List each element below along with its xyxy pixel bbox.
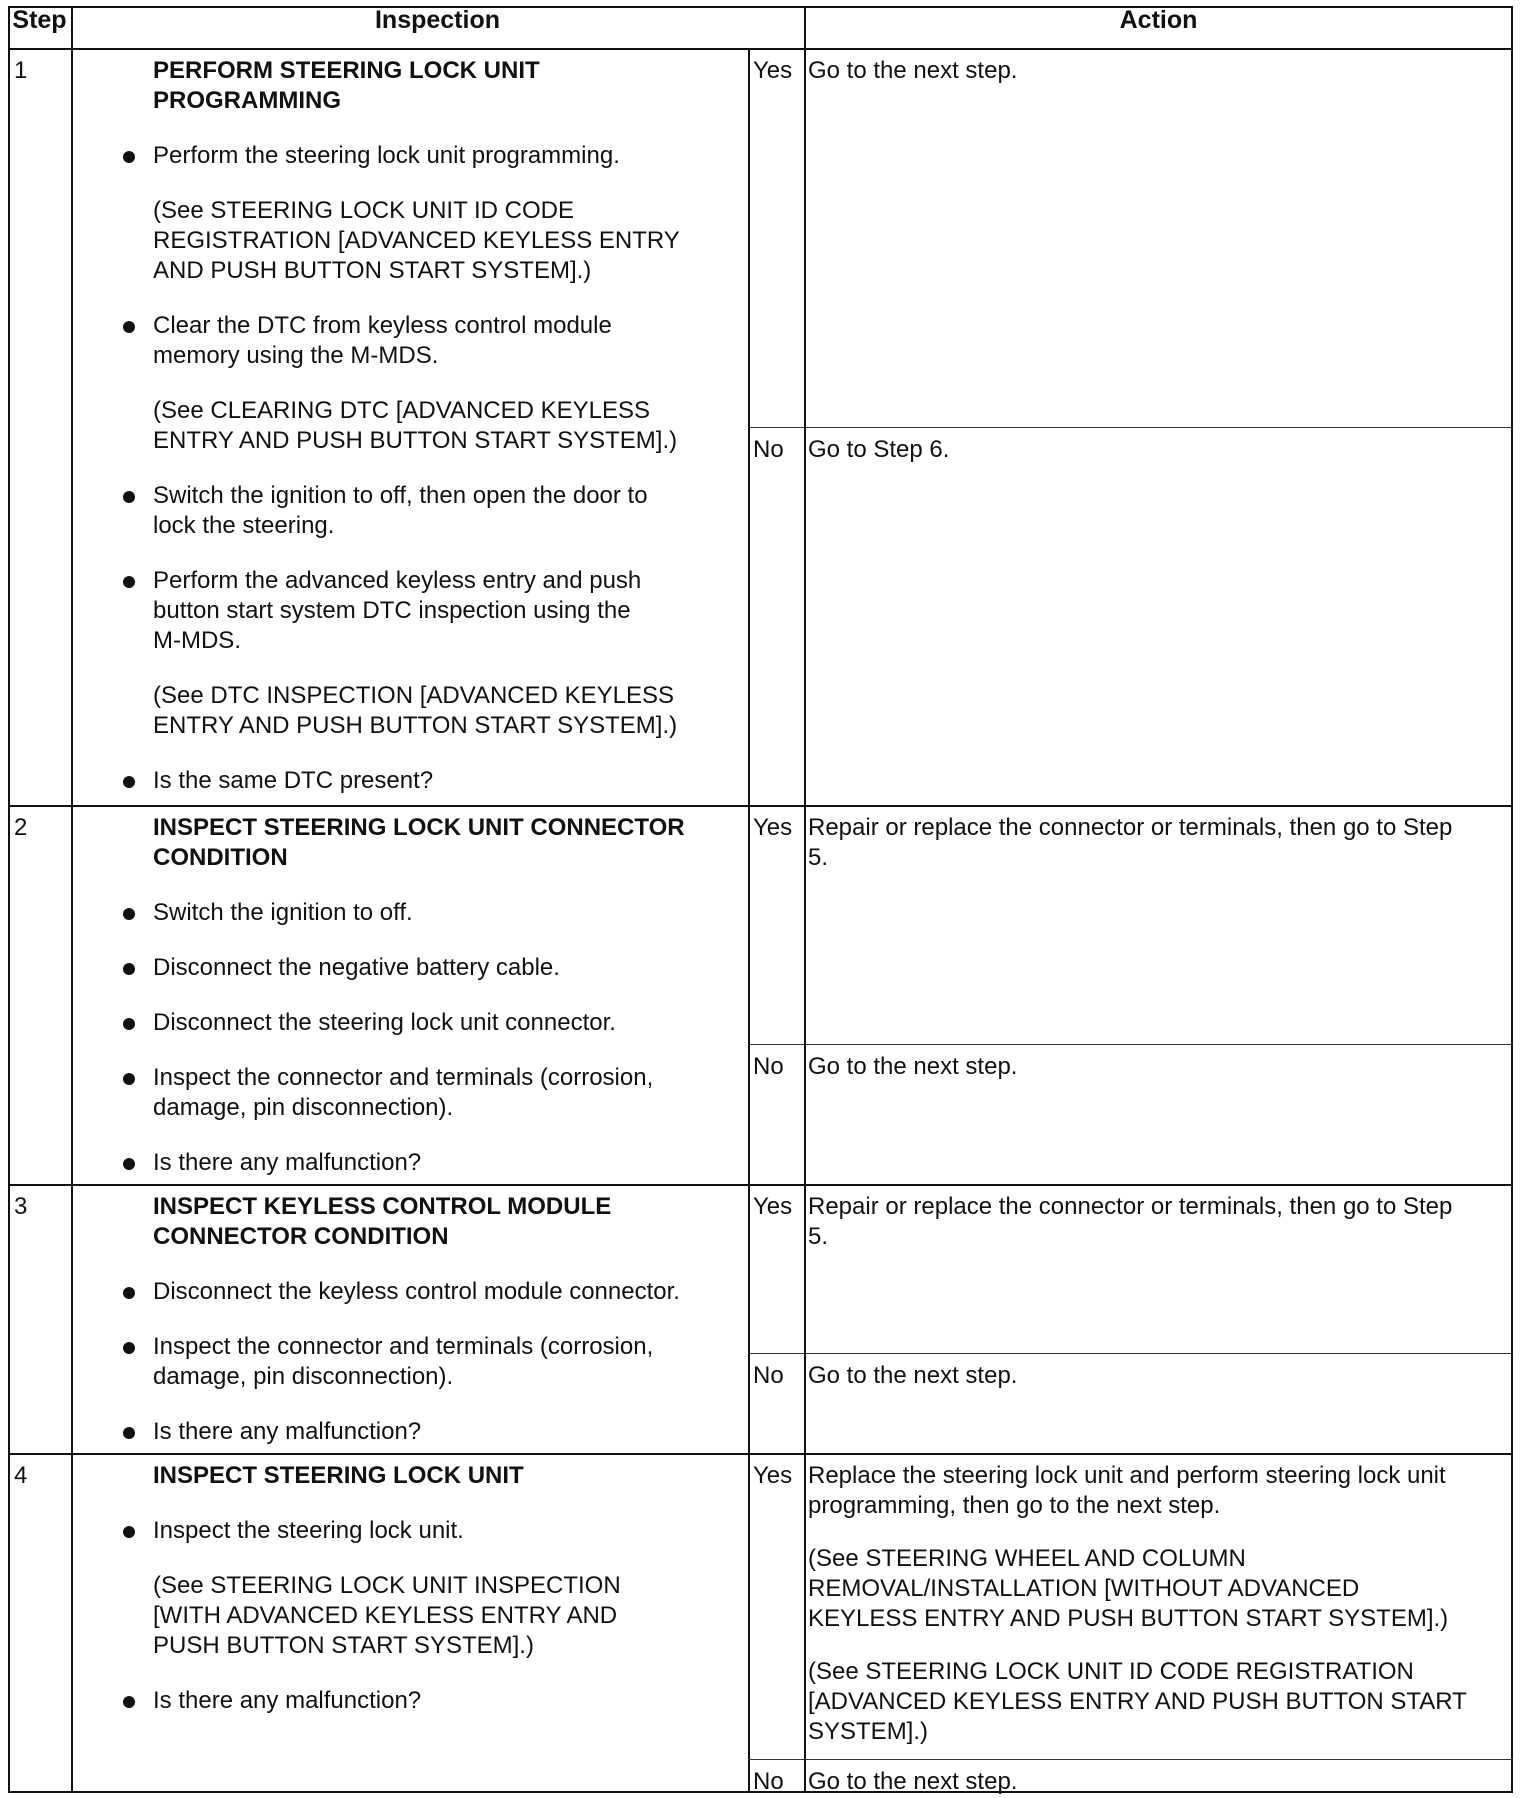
bullet-icon — [123, 1158, 135, 1170]
bullet-text: Is there any malfunction? — [153, 1687, 422, 1714]
bullet-icon — [123, 1287, 135, 1299]
yes-action-text: Repair or replace the connector or terminals, then go to Step — [808, 1193, 1453, 1220]
step-number: 3 — [14, 1193, 28, 1220]
yes-label: Yes — [753, 814, 793, 841]
step-title: INSPECT STEERING LOCK UNIT — [153, 1462, 524, 1489]
bullet-text: Is the same DTC present? — [153, 767, 434, 794]
row-divider — [8, 805, 1513, 807]
header-divider — [8, 48, 1513, 50]
bullet-text: Disconnect the steering lock unit connector. — [153, 1009, 616, 1036]
yes-no-divider — [748, 1759, 1513, 1760]
yes-action-text: programming, then go to the next step. — [808, 1492, 1221, 1519]
bullet-icon — [123, 491, 135, 503]
bullet-text: Disconnect the keyless control module connector. — [153, 1278, 680, 1305]
step-column-divider — [71, 6, 73, 1793]
bullet-text: Perform the advanced keyless entry and push — [153, 567, 642, 594]
yes-action-text: Repair or replace the connector or terminals, then go to Step — [808, 814, 1453, 841]
bullet-text: Inspect the connector and terminals (corrosion, — [153, 1064, 654, 1091]
reference-note: (See STEERING LOCK UNIT ID CODE — [153, 197, 574, 224]
yes-action-text: REMOVAL/INSTALLATION [WITHOUT ADVANCED — [808, 1575, 1360, 1602]
reference-note: (See CLEARING DTC [ADVANCED KEYLESS — [153, 397, 651, 424]
no-label: No — [753, 1053, 784, 1080]
reference-note: AND PUSH BUTTON START SYSTEM].) — [153, 257, 592, 284]
bullet-icon — [123, 1526, 135, 1538]
reference-note: (See DTC INSPECTION [ADVANCED KEYLESS — [153, 682, 675, 709]
bullet-icon — [123, 1342, 135, 1354]
reference-note: [WITH ADVANCED KEYLESS ENTRY AND — [153, 1602, 618, 1629]
yes-action-text: KEYLESS ENTRY AND PUSH BUTTON START SYSTEM].) — [808, 1605, 1449, 1632]
step-title: INSPECT KEYLESS CONTROL MODULE — [153, 1193, 612, 1220]
no-label: No — [753, 436, 784, 463]
bullet-text: Disconnect the negative battery cable. — [153, 954, 560, 981]
yes-label: Yes — [753, 1462, 793, 1489]
bullet-text: Switch the ignition to off, then open the door to — [153, 482, 648, 509]
yes-action-text: Go to the next step. — [808, 57, 1018, 84]
bullet-text: Inspect the connector and terminals (corrosion, — [153, 1333, 654, 1360]
reference-note: REGISTRATION [ADVANCED KEYLESS ENTRY — [153, 227, 680, 254]
no-action-text: Go to the next step. — [808, 1362, 1018, 1389]
bullet-text: damage, pin disconnection). — [153, 1363, 454, 1390]
bullet-text: Switch the ignition to off. — [153, 899, 413, 926]
bullet-icon — [123, 1696, 135, 1708]
row-divider — [8, 1184, 1513, 1186]
bullet-text: Inspect the steering lock unit. — [153, 1517, 464, 1544]
bullet-text: M-MDS. — [153, 627, 241, 654]
step-title: CONDITION — [153, 844, 288, 871]
bullet-text: Clear the DTC from keyless control module — [153, 312, 612, 339]
yes-no-divider — [748, 1044, 1513, 1045]
yes-no-divider — [748, 1353, 1513, 1354]
no-label: No — [753, 1768, 784, 1795]
yes-action-text: 5. — [808, 1223, 829, 1250]
no-action-text: Go to the next step. — [808, 1053, 1018, 1080]
yes-action-text: SYSTEM].) — [808, 1718, 929, 1745]
reference-note: ENTRY AND PUSH BUTTON START SYSTEM].) — [153, 427, 678, 454]
step-title: CONNECTOR CONDITION — [153, 1223, 449, 1250]
row-divider — [8, 1453, 1513, 1455]
step-title: PERFORM STEERING LOCK UNIT — [153, 57, 540, 84]
yes-action-text: [ADVANCED KEYLESS ENTRY AND PUSH BUTTON START — [808, 1688, 1467, 1715]
yes-label: Yes — [753, 1193, 793, 1220]
yes-action-text: Replace the steering lock unit and perform steering lock unit — [808, 1462, 1446, 1489]
bullet-icon — [123, 1073, 135, 1085]
no-action-text: Go to the next step. — [808, 1768, 1018, 1795]
bullet-icon — [123, 151, 135, 163]
bullet-icon — [123, 908, 135, 920]
reference-note: PUSH BUTTON START SYSTEM].) — [153, 1632, 534, 1659]
step-number: 4 — [14, 1462, 28, 1489]
yes-action-text: (See STEERING LOCK UNIT ID CODE REGISTRATION — [808, 1658, 1414, 1685]
step-title: PROGRAMMING — [153, 87, 341, 114]
bullet-text: Is there any malfunction? — [153, 1418, 422, 1445]
action-column-divider — [804, 6, 806, 1793]
bullet-text: Perform the steering lock unit programming. — [153, 142, 620, 169]
header-action: Action — [1119, 6, 1198, 34]
yes-no-divider — [748, 427, 1513, 428]
step-number: 2 — [14, 814, 28, 841]
bullet-text: Is there any malfunction? — [153, 1149, 422, 1176]
bullet-text: damage, pin disconnection). — [153, 1094, 454, 1121]
yes-action-text: 5. — [808, 844, 829, 871]
yes-label: Yes — [753, 57, 793, 84]
step-title: INSPECT STEERING LOCK UNIT CONNECTOR — [153, 814, 685, 841]
bullet-text: lock the steering. — [153, 512, 335, 539]
bullet-icon — [123, 576, 135, 588]
header-step: Step — [12, 6, 67, 34]
bullet-icon — [123, 1427, 135, 1439]
bullet-icon — [123, 963, 135, 975]
no-label: No — [753, 1362, 784, 1389]
bullet-text: button start system DTC inspection using the — [153, 597, 631, 624]
bullet-icon — [123, 776, 135, 788]
yes-no-column-divider — [748, 48, 750, 1793]
bullet-text: memory using the M-MDS. — [153, 342, 439, 369]
bullet-icon — [123, 321, 135, 333]
step-number: 1 — [14, 57, 28, 84]
reference-note: ENTRY AND PUSH BUTTON START SYSTEM].) — [153, 712, 678, 739]
bullet-icon — [123, 1018, 135, 1030]
no-action-text: Go to Step 6. — [808, 436, 950, 463]
reference-note: (See STEERING LOCK UNIT INSPECTION — [153, 1572, 621, 1599]
yes-action-text: (See STEERING WHEEL AND COLUMN — [808, 1545, 1246, 1572]
header-inspection: Inspection — [374, 6, 500, 34]
